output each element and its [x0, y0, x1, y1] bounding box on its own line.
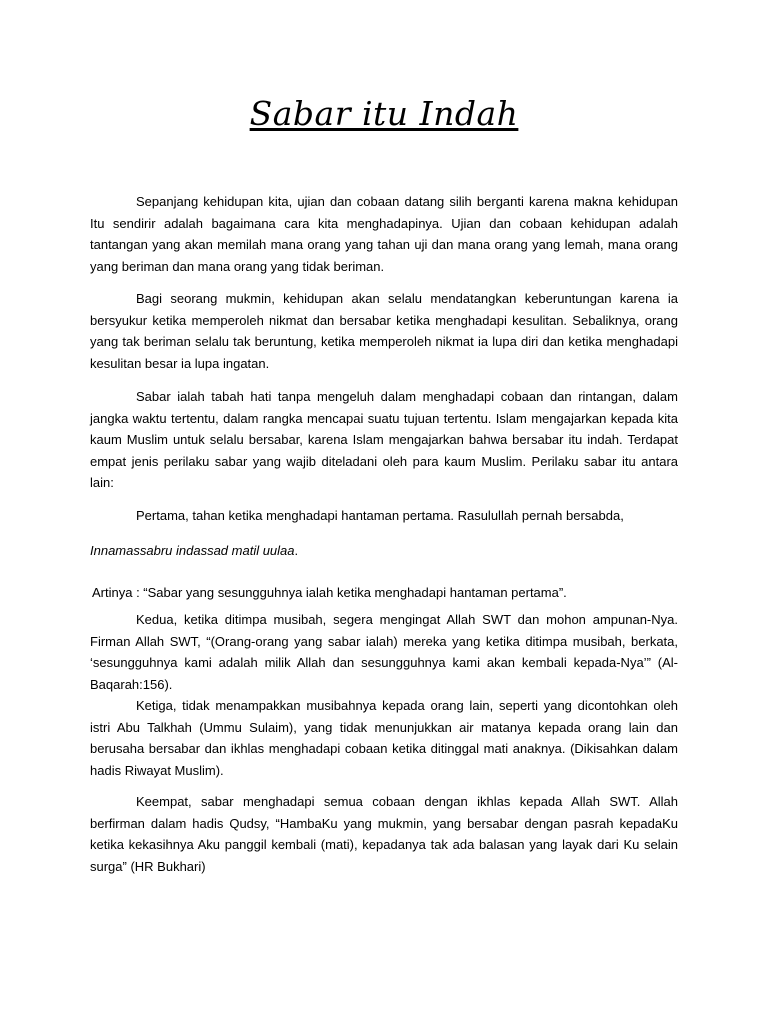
paragraph-mukmin: Bagi seorang mukmin, kehidupan akan selalu mendatangkan keberuntungan karena ia bersyukur ketika memperoleh nikmat dan bersabar ketika menghadapi kesulitan. Sebaliknya, orang yang tak beriman selalu tak beruntung, ketika memperoleh nikmat ia lupa diri dan ketika menghadapi kesulitan besar ia lupa ingatan.	[90, 291, 678, 371]
paragraph-translation: Artinya : “Sabar yang sesungguhnya ialah ketika menghadapi hantaman pertama”.	[92, 585, 567, 600]
arabic-quote-period: .	[294, 543, 299, 558]
document-title: Sabar itu Indah	[249, 94, 519, 133]
arabic-quote: Innamassabru indassad matil uulaa	[90, 543, 295, 558]
paragraph-second: Kedua, ketika ditimpa musibah, segera mengingat Allah SWT dan mohon ampunan-Nya. Firman Allah SWT, “(Orang-orang yang sabar ialah) mereka yang ketika ditimpa musibah, berkata, ‘sesungguhnya kami adalah milik Allah dan sesungguhnya kami akan kembali kepada-Nya’” (Al-Baqarah:156).	[90, 612, 678, 692]
paragraph-third: Ketiga, tidak menampakkan musibahnya kepada orang lain, seperti yang dicontohkan oleh istri Abu Talkhah (Ummu Sulaim), yang tidak menunjukkan air matanya kepada orang lain dan berusaha bersabar dan ikhlas menghadapi cobaan ketika ditinggal mati anaknya. (Dikisahkan dalam hadis Riwayat Muslim).	[90, 698, 678, 778]
paragraph-first: Pertama, tahan ketika menghadapi hantaman pertama. Rasulullah pernah bersabda,	[136, 508, 624, 523]
paragraph-definition: Sabar ialah tabah hati tanpa mengeluh dalam menghadapi cobaan dan rintangan, dalam jangka waktu tertentu, dalam rangka mencapai suatu tujuan tertentu. Islam mengajarkan kepada kita kaum Muslim untuk selalu bersabar, karena Islam mengajarkan bahwa bersabar itu indah. Terdapat empat jenis perilaku sabar yang wajib diteladani oleh para kaum Muslim. Perilaku sabar itu antara lain:	[90, 389, 678, 490]
paragraph-intro: Sepanjang kehidupan kita, ujian dan cobaan datang silih berganti karena makna kehidupan Itu sendirir adalah bagaimana cara kita menghadapinya. Ujian dan cobaan kehidupan adalah tantangan yang akan memilah mana orang yang tahan uji dan mana orang yang lemah, mana orang yang beriman dan mana orang yang tidak beriman.	[90, 194, 678, 274]
arabic-quote-line	[90, 540, 678, 562]
paragraph-fourth: Keempat, sabar menghadapi semua cobaan dengan ikhlas kepada Allah SWT. Allah berfirman dalam hadis Qudsy, “HambaKu yang mukmin, yang bersabar dengan pasrah kepadaKu ketika kekasihnya Aku panggil kembali (mati), kepadanya tak ada balasan yang layak dari Ku selain surga” (HR Bukhari)	[90, 794, 678, 874]
